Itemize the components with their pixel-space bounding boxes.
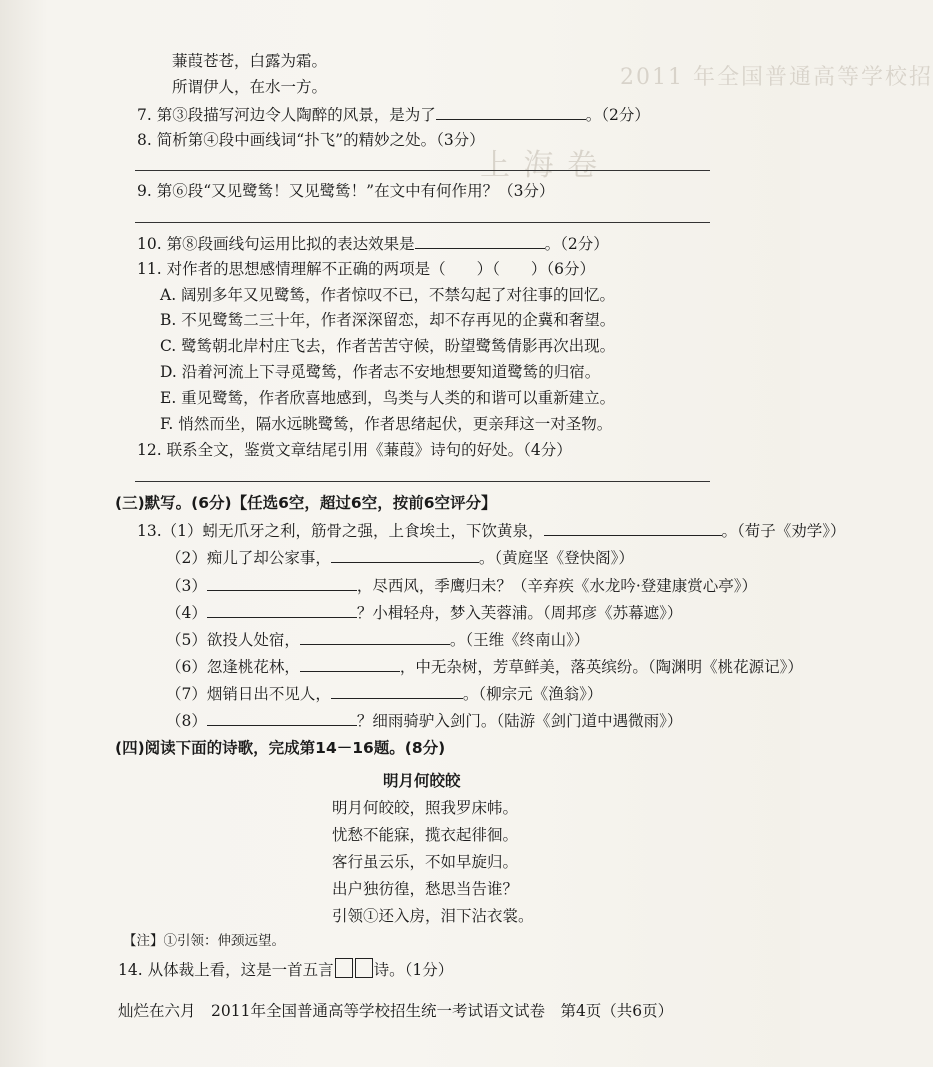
q9 [137, 180, 554, 202]
note-text: 【注】①引领：伸颈远望。 [123, 933, 285, 949]
q11-c [160, 335, 615, 357]
q13-7-text: （7）烟销日出不见人， [166, 685, 331, 703]
q9-text: 9. 第⑥段“又见鹭鸶！又见鹭鸶！”在文中有何作用？（3分） [137, 182, 555, 200]
q13-6-text: （6）忽逢桃花林， [166, 658, 300, 676]
q13-8-answer-blank[interactable] [207, 709, 357, 726]
q14-answer-box[interactable] [355, 958, 373, 978]
q14-answer-box[interactable] [335, 958, 353, 978]
footer [118, 1000, 673, 1022]
q13-3-answer-blank[interactable] [207, 574, 357, 591]
q10 [137, 232, 609, 255]
q13-3-suffix: ，尽西风，季鹰归未？（辛弃疾《水龙吟·登建康赏心亭》） [356, 577, 758, 595]
poem-verse: 出户独彷徨，愁思当告谁？ [332, 880, 519, 898]
q13-1-text: 13.（1）蚓无爪牙之利，筋骨之强，上食埃土，下饮黄泉， [137, 522, 544, 540]
q11-d [160, 361, 600, 383]
q13-6-suffix: ，中无杂树，芳草鲜美，落英缤纷。（陶渊明《桃花源记》） [399, 658, 803, 676]
q13-7-answer-blank[interactable] [331, 682, 463, 699]
q10-text: 10. 第⑧段画线句运用比拟的表达效果是 [137, 235, 415, 253]
q13-1-answer-blank[interactable] [544, 519, 722, 536]
poem-verse: 忧愁不能寐，揽衣起徘徊。 [332, 826, 519, 844]
sec3 [115, 492, 496, 514]
q13-3 [166, 574, 757, 597]
bleed-through-header: 2011 年全国普通高等学校招 [620, 65, 933, 90]
q13-5-answer-blank[interactable] [300, 628, 450, 645]
q13-1-suffix: 。（荀子《劝学》） [721, 522, 846, 540]
q13-4-text: （4） [166, 604, 207, 622]
answer-line-q12 [135, 481, 710, 482]
q11-f-text: F. 悄然而坐，隔水远眺鹭鸶，作者思绪起伏，更亲拜这一对圣物。 [160, 415, 613, 433]
q11-c-text: C. 鹭鸶朝北岸村庄飞去，作者苦苦守候，盼望鹭鸶倩影再次出现。 [160, 337, 616, 355]
q11-a [160, 284, 615, 306]
bleed-through-title: 上 海 卷 [480, 148, 600, 183]
q7-text: 7. 第③段描写河边令人陶醉的风景，是为了 [137, 106, 436, 124]
q13-5 [166, 628, 589, 651]
poem-cont-1 [172, 50, 327, 72]
q13-4-answer-blank[interactable] [207, 601, 357, 618]
q13-7 [166, 682, 602, 705]
q7-suffix: 。（2分） [585, 106, 650, 124]
q10-answer-blank[interactable] [415, 232, 545, 249]
q13-7-suffix: 。（柳宗元《渔翁》） [462, 685, 603, 703]
q13-8-suffix: ？细雨骑驴入剑门。（陆游《剑门道中遇微雨》） [356, 712, 683, 730]
q11-a-text: A. 阔别多年又见鹭鸶，作者惊叹不已，不禁勾起了对往事的回忆。 [160, 286, 616, 304]
q7-answer-blank[interactable] [436, 103, 586, 120]
q11-d-text: D. 沿着河流上下寻觅鹭鸶，作者志不安地想要知道鹭鸶的归宿。 [160, 363, 601, 381]
q11-e [160, 387, 615, 409]
q14-suffix: 诗。（1分） [373, 961, 454, 979]
q13-4-suffix: ？小楫轻舟，梦入芙蓉浦。（周邦彦《苏幕遮》） [356, 604, 683, 622]
q13-6-answer-blank[interactable] [300, 655, 400, 672]
q11-e-text: E. 重见鹭鸶，作者欣喜地感到，鸟类与人类的和谐可以重新建立。 [160, 389, 616, 407]
sec4-text: (四)阅读下面的诗歌，完成第14－16题。(8分) [115, 739, 446, 757]
poem-title: 明月何皎皎 [383, 772, 461, 790]
q11-b-text: B. 不见鹭鸶二三十年，作者深深留恋，却不存再见的企冀和奢望。 [160, 311, 616, 329]
answer-line-q8 [135, 170, 710, 171]
q11-text: 11. 对作者的思想感情理解不正确的两项是（ ）（ ）（6分） [137, 260, 595, 278]
q11-f [160, 413, 612, 435]
answer-line-q9 [135, 222, 710, 223]
q13-3-text: （3） [166, 577, 207, 595]
sec4 [115, 737, 445, 759]
sec3-text: (三)默写。(6分)【任选6空，超过6空，按前6空评分】 [115, 494, 497, 512]
q13-6 [166, 655, 803, 678]
q13-5-suffix: 。（王维《终南山》） [449, 631, 590, 649]
q7 [137, 103, 650, 126]
q10-suffix: 。（2分） [544, 235, 609, 253]
q13-2 [166, 546, 634, 569]
q11 [137, 258, 595, 280]
q13-5-text: （5）欲投人处宿， [166, 631, 300, 649]
q13-2-answer-blank[interactable] [331, 546, 479, 563]
q14 [118, 958, 453, 981]
poem-verse: 明月何皎皎，照我罗床帏。 [332, 799, 519, 817]
q12-text: 12. 联系全文，鉴赏文章结尾引用《蒹葭》诗句的好处。（4分） [137, 441, 572, 459]
poem-cont-2-text: 所谓伊人，在水一方。 [172, 78, 328, 96]
q13-1 [137, 519, 846, 542]
q8-text: 8. 简析第④段中画线词“扑飞”的精妙之处。（3分） [137, 131, 485, 149]
note [123, 930, 285, 952]
q11-b [160, 309, 615, 331]
poem-verse: 引领①还入房，泪下沾衣裳。 [332, 907, 534, 925]
poem-cont-2 [172, 76, 327, 98]
q13-2-suffix: 。（黄庭坚《登快阁》） [478, 549, 634, 567]
q12 [137, 439, 572, 461]
footer-text: 灿烂在六月 2011年全国普通高等学校招生统一考试语文试卷 第4页（共6页） [118, 1002, 674, 1020]
q13-8 [166, 709, 682, 732]
q8 [137, 129, 485, 151]
poem-verse: 客行虽云乐，不如早旋归。 [332, 853, 519, 871]
q13-8-text: （8） [166, 712, 207, 730]
poem-cont-1-text: 蒹葭苍苍，白露为霜。 [172, 52, 328, 70]
q13-4 [166, 601, 682, 624]
q14-text: 14. 从体裁上看，这是一首五言 [118, 961, 334, 979]
q13-2-text: （2）痴儿了却公家事， [166, 549, 331, 567]
